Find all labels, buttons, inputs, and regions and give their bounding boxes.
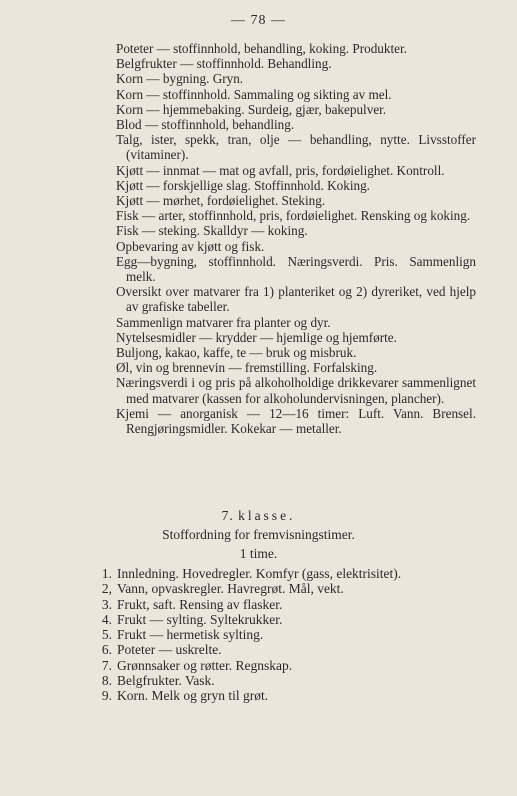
- entry: Korn — stoffinnhold. Sammaling og sikting av mel.: [116, 86, 392, 102]
- page-number: — 78 —: [231, 13, 286, 28]
- entry: Belgfrukter — stoffinnhold. Behandling.: [116, 56, 332, 72]
- entry: Kjøtt — forskjellige slag. Stoffinnhold. Koking.: [116, 177, 370, 193]
- lesson-number: 3.: [101, 596, 112, 612]
- entry: Korn — bygning. Gryn.: [116, 71, 244, 87]
- lesson-text: Korn. Melk og gryn til grøt.: [117, 688, 269, 704]
- entry: Kjøtt — innmat — mat og avfall, pris, fordøielighet. Kontroll.: [116, 162, 445, 178]
- lesson-number: 4.: [101, 611, 112, 627]
- lesson-item: [92, 581, 492, 596]
- entry: Oversikt over matvarer fra 1) planteriket og 2) dyreriket, ved hjelp av grafiske tabeller.: [116, 284, 476, 315]
- entry: Buljong, kakao, kaffe, te — bruk og misbruk.: [116, 345, 357, 361]
- lesson-item: [92, 658, 492, 673]
- lesson-text: Innledning. Hovedregler. Komfyr (gass, elektrisitet).: [117, 566, 402, 581]
- entry: Poteter — stoffinnhold, behandling, koking. Produkter.: [116, 41, 407, 56]
- lesson-text: Belgfrukter. Vask.: [117, 673, 215, 689]
- lesson-item: [92, 688, 492, 703]
- section-hours: 1 time.: [239, 546, 278, 561]
- entry: Nytelsesmidler — krydder — hjemlige og hjemførte.: [116, 329, 397, 345]
- entry: Næringsverdi i og pris på alkoholholdige drikkevarer sammenlignet med matvarer (kassen for alkoholundervisningen, plancher).: [116, 375, 476, 406]
- section-label: klasse.: [238, 508, 296, 523]
- lesson-item: [92, 627, 492, 642]
- lesson-list: [92, 566, 492, 704]
- curriculum-entries: [116, 41, 476, 436]
- lesson-text: Vann, opvaskregler. Havregrøt. Mål, vekt.: [117, 581, 344, 597]
- lesson-item: [92, 673, 492, 688]
- lesson-number: 2,: [101, 581, 112, 597]
- lesson-number: 8.: [101, 673, 112, 689]
- entry: Kjemi — anorganisk — 12—16 timer: Luft. Vann. Brensel. Rengjøringsmidler. Kokekar — metaller.: [116, 405, 476, 437]
- section-number: 7.: [221, 508, 234, 523]
- entry: Blod — stoffinnhold, behandling.: [116, 117, 295, 133]
- entry: Fisk — arter, stoffinnhold, pris, fordøielighet. Rensking og koking.: [116, 208, 471, 224]
- section-title: [0, 508, 517, 524]
- lesson-number: 9.: [101, 688, 112, 704]
- entry: Sammenlign matvarer fra planter og dyr.: [116, 314, 331, 330]
- lesson-text: Grønnsaker og røtter. Regnskap.: [117, 657, 293, 673]
- entry: Egg—bygning, stoffinnhold. Næringsverdi. Pris. Sammenlign melk.: [116, 253, 476, 285]
- entry: Kjøtt — mørhet, fordøielighet. Steking.: [116, 193, 326, 209]
- entry: Korn — hjemmebaking. Surdeig, gjær, bakepulver.: [116, 101, 387, 117]
- lesson-number: 5.: [101, 627, 112, 643]
- lesson-text: Frukt, saft. Rensing av flasker.: [117, 596, 283, 612]
- lesson-item: [92, 612, 492, 627]
- entry: Øl, vin og brennevin — fremstilling. Forfalsking.: [116, 360, 378, 376]
- lesson-text: Poteter — uskrelte.: [117, 642, 222, 658]
- lesson-item: [92, 597, 492, 612]
- section-subtitle: Stoffordning for fremvisningstimer.: [162, 527, 355, 542]
- lesson-item: [92, 566, 492, 581]
- lesson-number: 7.: [101, 657, 112, 673]
- entry: Talg, ister, spekk, tran, olje — behandling, nytte. Livsstoffer (vitaminer).: [116, 132, 476, 163]
- lesson-item: [92, 642, 492, 657]
- lesson-text: Frukt — sylting. Syltekrukker.: [117, 611, 283, 627]
- lesson-number: 1.: [101, 566, 112, 581]
- lesson-number: 6.: [101, 642, 112, 658]
- entry: Opbevaring av kjøtt og fisk.: [116, 238, 265, 254]
- lesson-text: Frukt — hermetisk sylting.: [117, 627, 264, 643]
- entry: Fisk — steking. Skalldyr — koking.: [116, 223, 308, 239]
